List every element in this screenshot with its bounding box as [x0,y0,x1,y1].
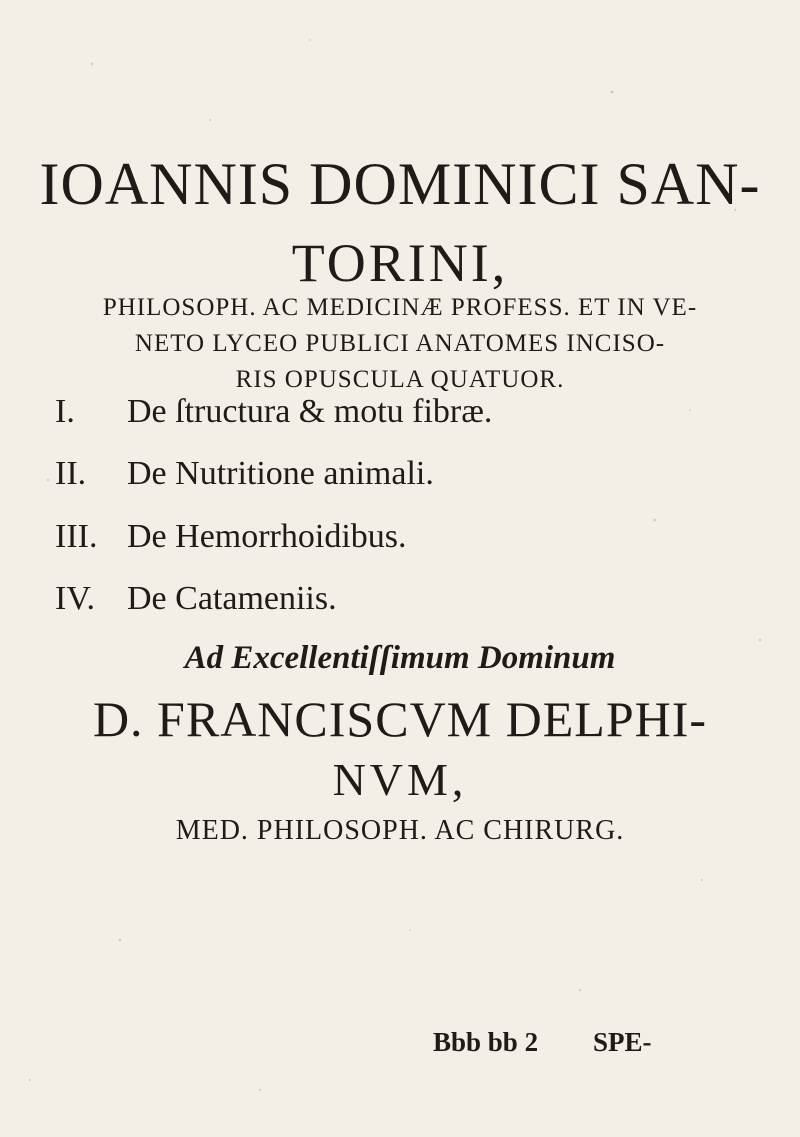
item-number: II. [55,455,87,492]
item-number: IV. [55,580,95,617]
dedicatee-name-line2: NVM, [332,754,468,805]
item-text: De Nutritione animali. [127,455,434,492]
contents-item [55,393,492,431]
item-number: III. [55,518,98,555]
item-text: De Hemorrhoidibus. [127,518,407,555]
author-title-line2: NETO LYCEO PUBLICI ANATOMES INCISO- [134,330,666,357]
item-text: De Catameniis. [127,580,337,617]
author-title-line3: RIS OPUSCULA QUATUOR. [235,366,565,393]
contents-item [55,580,337,618]
dedicatee-role: MED. PHILOSOPH. AC CHIRURG. [175,815,625,846]
author-name-line2: TORINI, [291,233,509,293]
contents-item [55,455,434,493]
item-text: De ſtructura & motu fibræ. [127,393,493,430]
catchword: SPE- [593,1027,652,1057]
item-number: I. [55,393,75,430]
contents-item [55,518,407,556]
author-title-line1: PHILOSOPH. AC MEDICINÆ PROFESS. ET IN VE- [102,294,698,321]
dedication-line: Ad Excellentiſſimum Dominum [184,640,616,676]
author-name-line1: IOANNIS DOMINICI SAN- [39,151,761,217]
signature-mark: Bbb bb 2 [433,1027,539,1057]
dedicatee-name-line1: D. FRANCISCVM DELPHI- [92,691,708,747]
